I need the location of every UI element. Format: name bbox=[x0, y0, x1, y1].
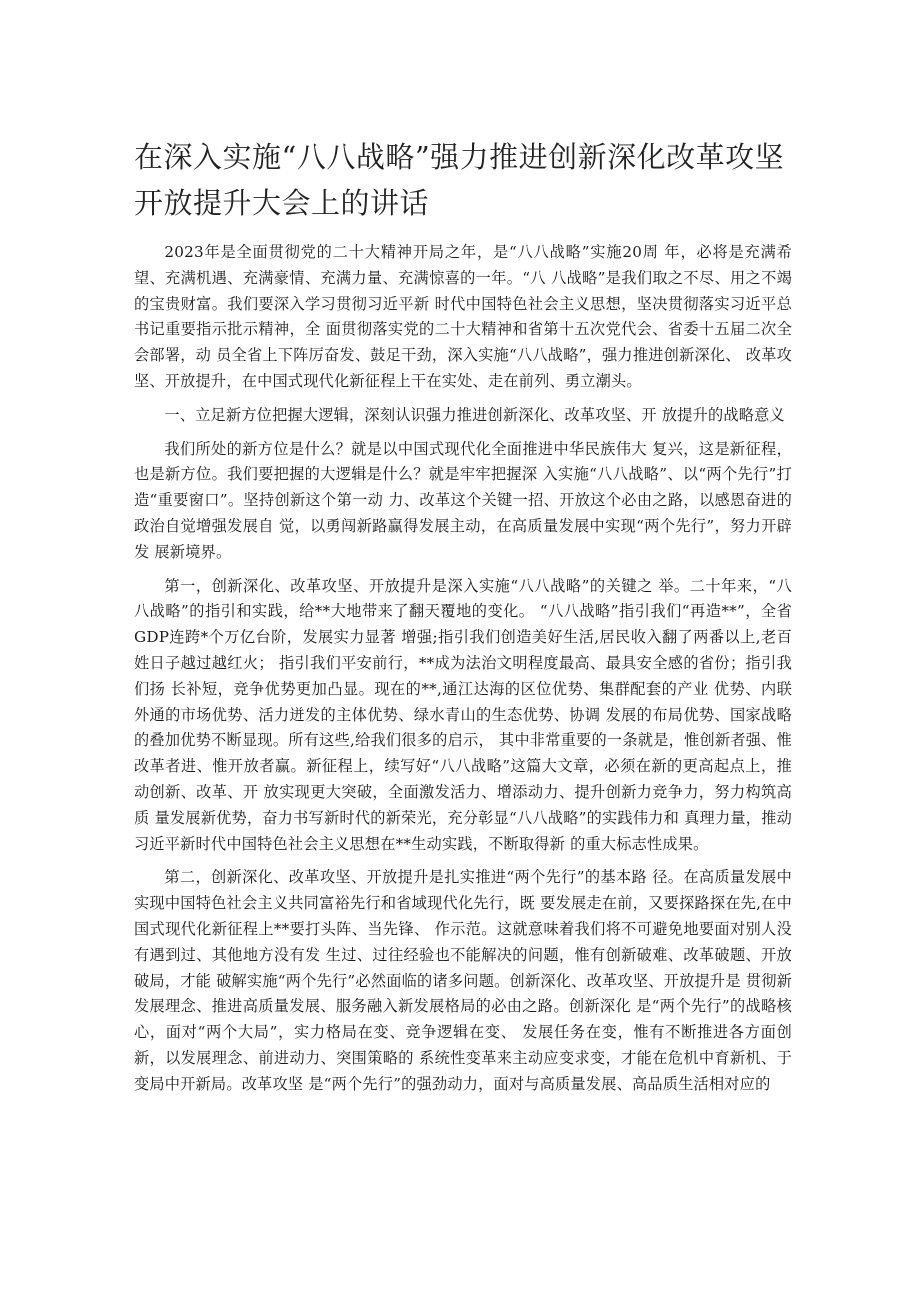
paragraph-first-point: 第一，创新深化、改革攻坚、开放提升是深入实施“八八战略”的关键之 举。二十年来，“八八战略”的指引和实践，给**大地带来了翻天覆地的变化。 “八八战略”指引我们“再造**”，全省GDP连跨*个万亿台阶，发展实力显著 增强;指引我们创造美好生活,居民收入翻了两番以上,老百姓日子越过越红火； 指引我们平安前行，**成为法治文明程度最高、最具安全感的省份；指引我们扬 长补短，竞争优势更加凸显。现在的**,通江达海的区位优势、集群配套的产业 优势、内联外通的市场优势、活力迸发的主体优势、绿水青山的生态优势、协调 发展的布局优势、国家战略的叠加优势不断显现。所有这些,给我们很多的启示， 其中非常重要的一条就是，惟创新者强、惟改革者进、惟开放者赢。新征程上，续写好“八八战略”这篇大文章，必须在新的更高起点上，推动创新、改革、开 放实现更大突破，全面激发活力、增添动力、提升创新力竞争力，努力构筑高质 量发展新优势，奋力书写新时代的新荣光，充分彰显“八八战略”的实践伟力和 真理力量，推动习近平新时代中国特色社会主义思想在**生动实践，不断取得新 的重大标志性成果。 bbox=[134, 576, 792, 853]
document-title: 在深入实施“八八战略”强力推进创新深化改革攻坚开放提升大会上的讲话 bbox=[134, 140, 785, 220]
paragraph-new-position: 我们所处的新方位是什么？就是以中国式现代化全面推进中华民族伟大 复兴，这是新征程，也是新方位。我们要把握的大逻辑是什么？就是牢牢把握深 入实施“八八战略”、以“两个先行”打造“重要窗口”。坚持创新这个第一动 力、改革这个关键一招、开放这个必由之路，以感恩奋进的政治自觉增强发展自 觉，以勇闯新路赢得发展主动，在高质量发展中实现“两个先行”，努力开辟发 展新境界。 bbox=[134, 439, 792, 561]
document-page bbox=[134, 134, 792, 1106]
paragraph-second-point: 第二，创新深化、改革攻坚、开放提升是扎实推进“两个先行”的基本路 径。在高质量发展中实现中国特色社会主义共同富裕先行和省域现代化先行，既 要发展走在前，又要探路探在先,在中国式现代化新征程上**要打头阵、当先锋、 作示范。这就意味着我们将不可避免地要面对别人没有遇到过、其他地方没有发 生过、过往经验也不能解决的问题，惟有创新破难、改革破题、开放破局，才能 破解实施“两个先行”必然面临的诸多问题。创新深化、改革攻坚、开放提升是 贯彻新发展理念、推进高质量发展、服务融入新发展格局的必由之路。创新深化 是“两个先行”的战略核心，面对“两个大局”，实力格局在变、竞争逻辑在变、 发展任务在变，惟有不断推进各方面创新，以发展理念、前进动力、突围策略的 系统性变革来主动应变求变，才能在危机中育新机、于变局中开新局。改革攻坚 是“两个先行”的强劲动力，面对与高质量发展、高品质生活相对应的 bbox=[134, 868, 792, 1093]
section-heading-one: 一、立足新方位把握大逻辑，深刻认识强力推进创新深化、改革攻坚、开 放提升的战略意义 bbox=[164, 405, 785, 424]
paragraph-intro: 2023年是全面贯彻党的二十大精神开局之年，是“八八战略”实施20周 年，必将是充满希望、充满机遇、充满豪情、充满力量、充满惊喜的一年。“八 八战略”是我们取之不尽、用之不竭的宝贵财富。我们要深入学习贯彻习近平新 时代中国特色社会主义思想，坚决贯彻落实习近平总书记重要指示批示精神，全 面贯彻落实党的二十大精神和省第十五次党代会、省委十五届二次全会部署，动 员全省上下阵厉奋发、鼓足干劲，深入实施“八八战略”，强力推进创新深化、 改革攻坚、开放提升，在中国式现代化新征程上干在实处、走在前列、勇立潮头。 bbox=[134, 243, 792, 390]
